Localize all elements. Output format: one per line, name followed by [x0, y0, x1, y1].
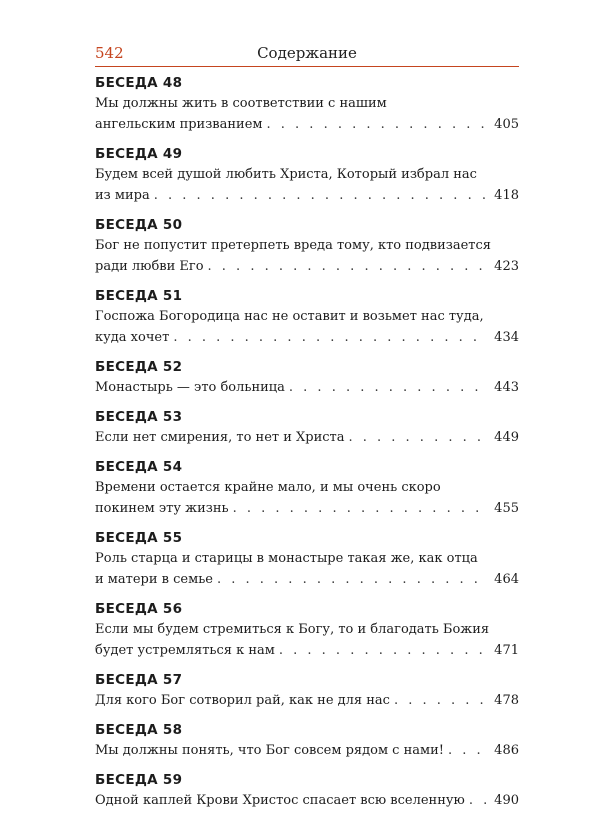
- toc-entry-final-line: [95, 640, 519, 661]
- toc-entry-heading: БЕСЕДА 51: [95, 288, 183, 304]
- dot-leader: [217, 569, 487, 590]
- toc-entry: [95, 671, 519, 711]
- toc-entry-final-line: [95, 498, 519, 519]
- dot-leader: [279, 640, 487, 661]
- toc-page-number: 418: [494, 188, 519, 203]
- toc-entry-heading: БЕСЕДА 56: [95, 601, 183, 617]
- table-of-contents: [95, 74, 519, 821]
- dot-leader: [448, 740, 487, 761]
- toc-entry: [95, 771, 519, 811]
- toc-entry-title-line: Мы должны понять, что Бог совсем рядом с нами!: [95, 743, 445, 758]
- toc-entry-final-line: [95, 114, 519, 135]
- toc-entry-title-line: Мы должны жить в соответствии с нашим: [95, 96, 387, 111]
- toc-entry-heading: БЕСЕДА 53: [95, 409, 183, 425]
- dot-leader: [469, 790, 487, 811]
- toc-entry-heading: БЕСЕДА 58: [95, 722, 183, 738]
- toc-entry-title-line: Бог не попустит претерпеть вреда тому, кто подвизается: [95, 238, 491, 253]
- toc-entry: [95, 721, 519, 761]
- toc-entry: [95, 216, 519, 277]
- toc-entry-heading: БЕСЕДА 52: [95, 359, 183, 375]
- toc-entry-heading: БЕСЕДА 59: [95, 772, 183, 788]
- dot-leader: [267, 114, 487, 135]
- toc-entry: [95, 287, 519, 348]
- toc-entry-title-line: и матери в семье: [95, 572, 213, 587]
- toc-entry: [95, 600, 519, 661]
- toc-entry-heading: БЕСЕДА 54: [95, 459, 183, 475]
- toc-page-number: 449: [494, 430, 519, 445]
- toc-page-number: 443: [494, 380, 519, 395]
- page-number: 542: [95, 44, 124, 62]
- toc-entry-title-line: Если нет смирения, то нет и Христа: [95, 430, 345, 445]
- toc-entry-title-line: Будем всей душой любить Христа, Который избрал нас: [95, 167, 477, 182]
- toc-entry-title-line: Одной каплей Крови Христос спасает всю вселенную: [95, 793, 465, 808]
- toc-entry-title-line: Если мы будем стремиться к Богу, то и благодать Божия: [95, 622, 490, 637]
- toc-entry-title-line: ангельским призванием: [95, 117, 263, 132]
- toc-entry-title-line: Для кого Бог сотворил рай, как не для нас: [95, 693, 390, 708]
- toc-entry-heading: БЕСЕДА 50: [95, 217, 183, 233]
- toc-entry-final-line: [95, 427, 519, 448]
- toc-entry-title-line: Времени остается крайне мало, и мы очень скоро: [95, 480, 441, 495]
- toc-entry-heading: БЕСЕДА 49: [95, 146, 183, 162]
- toc-entry-title-line: будет устремляться к нам: [95, 643, 275, 658]
- toc-entry-title-line: Госпожа Богородица нас не оставит и возьмет нас туда,: [95, 309, 484, 324]
- toc-page-number: 434: [494, 330, 519, 345]
- dot-leader: [348, 427, 487, 448]
- toc-page-number: 490: [494, 793, 519, 808]
- toc-page-number: 455: [494, 501, 519, 516]
- dot-leader: [394, 690, 487, 711]
- dot-leader: [208, 256, 487, 277]
- toc-entry: [95, 529, 519, 590]
- dot-leader: [173, 327, 487, 348]
- dot-leader: [233, 498, 487, 519]
- toc-entry-title-line: покинем эту жизнь: [95, 501, 229, 516]
- toc-entry: [95, 358, 519, 398]
- toc-entry-heading: БЕСЕДА 48: [95, 75, 183, 91]
- toc-entry-final-line: [95, 256, 519, 277]
- page-header: [95, 44, 519, 67]
- dot-leader: [289, 377, 487, 398]
- toc-entry-title-line: Монастырь — это больница: [95, 380, 285, 395]
- toc-entry-title-line: из мира: [95, 188, 150, 203]
- toc-page-number: 478: [494, 693, 519, 708]
- toc-entry-heading: БЕСЕДА 57: [95, 672, 183, 688]
- toc-entry-final-line: [95, 327, 519, 348]
- toc-entry: [95, 408, 519, 448]
- dot-leader: [154, 185, 487, 206]
- toc-entry-title-line: ради любви Его: [95, 259, 204, 274]
- toc-entry-title-line: куда хочет: [95, 330, 170, 345]
- toc-entry-final-line: [95, 377, 519, 398]
- running-title: Содержание: [257, 44, 357, 62]
- toc-page-number: 471: [494, 643, 519, 658]
- toc-entry-final-line: [95, 185, 519, 206]
- toc-entry-final-line: [95, 740, 519, 761]
- toc-entry: [95, 458, 519, 519]
- toc-entry-final-line: [95, 790, 519, 811]
- toc-entry-final-line: [95, 690, 519, 711]
- toc-entry-heading: БЕСЕДА 55: [95, 530, 183, 546]
- toc-page-number: 464: [494, 572, 519, 587]
- toc-page-number: 405: [494, 117, 519, 132]
- toc-page-number: 423: [494, 259, 519, 274]
- toc-entry-title-line: Роль старца и старицы в монастыре такая же, как отца: [95, 551, 478, 566]
- toc-page-number: 486: [494, 743, 519, 758]
- toc-entry: [95, 145, 519, 206]
- toc-entry-final-line: [95, 569, 519, 590]
- toc-entry: [95, 74, 519, 135]
